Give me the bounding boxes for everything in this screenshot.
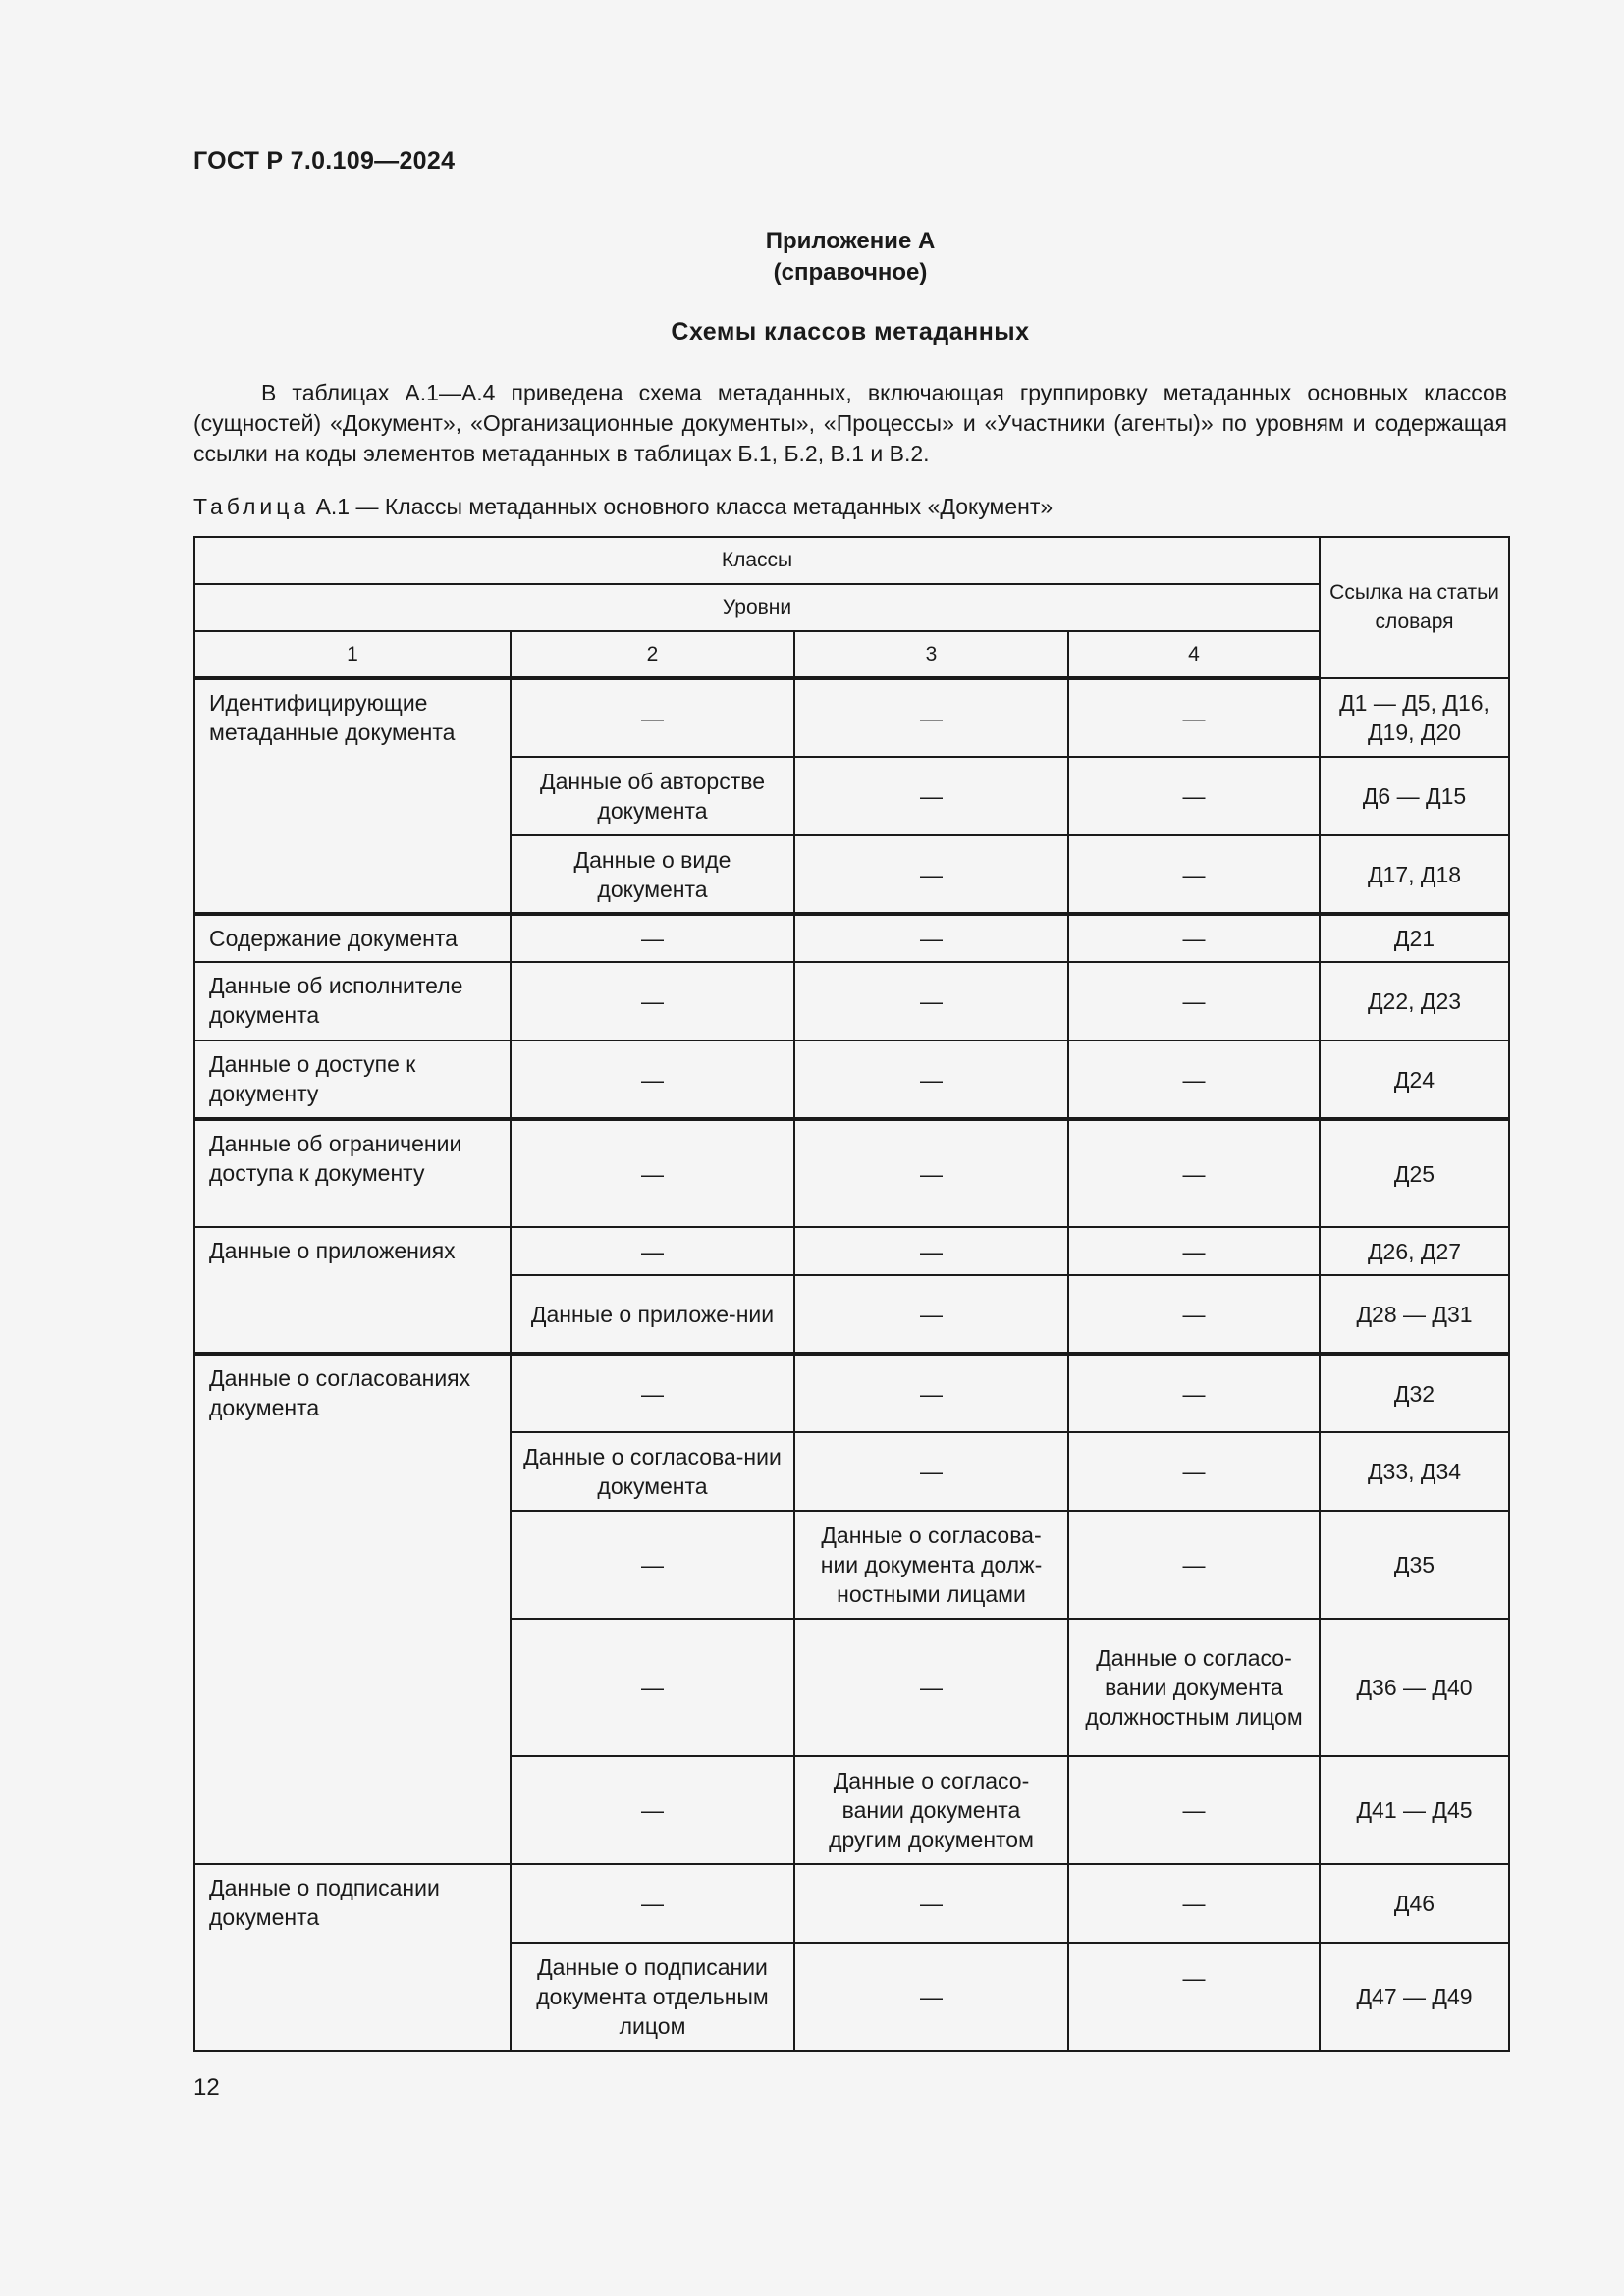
level4-cell: — — [1068, 1756, 1320, 1864]
level3-cell: — — [794, 962, 1068, 1041]
section-title: Схемы классов метаданных — [671, 318, 1030, 346]
level2-cell: Данные о подписании документа отдельным лицом — [511, 1943, 794, 2051]
class-cell: Данные о доступе к документу — [194, 1041, 511, 1119]
class-cell: Данные об ограничении доступа к документу — [194, 1119, 511, 1227]
level3-cell: — — [794, 1227, 1068, 1275]
level4-cell: — — [1068, 1943, 1320, 2051]
level2-cell: — — [511, 1119, 794, 1227]
level2-cell: — — [511, 1511, 794, 1619]
ref-cell: Д47 — Д49 — [1320, 1943, 1509, 2051]
level3-cell: Данные о согласова-нии документа долж-ностными лицами — [794, 1511, 1068, 1619]
level3-cell: — — [794, 1275, 1068, 1354]
table-caption — [193, 494, 1053, 520]
ref-cell: Д46 — [1320, 1864, 1509, 1943]
table-body — [194, 678, 1509, 2051]
class-cell: Содержание документа — [194, 914, 511, 962]
class-cell: Данные об исполнителе документа — [194, 962, 511, 1041]
metadata-classes-table — [193, 536, 1510, 2052]
ref-cell: Д26, Д27 — [1320, 1227, 1509, 1275]
level3-cell: — — [794, 1619, 1068, 1756]
level4-cell: — — [1068, 1275, 1320, 1354]
level2-cell: — — [511, 914, 794, 962]
intro-text: В таблицах А.1—А.4 приведена схема метаданных, включающая группировку метаданных основных классов (сущностей) «Документ», «Организационные документы», «Процессы» и «Участники (агенты)» по уровням и содержащая ссылки на коды элементов метаданных в таблицах Б.1, Б.2, В.1 и В.2. — [193, 380, 1507, 466]
header-col-2: 2 — [511, 631, 794, 678]
class-cell: Данные о подписании документа — [194, 1864, 511, 2051]
ref-cell: Д41 — Д45 — [1320, 1756, 1509, 1864]
ref-cell: Д1 — Д5, Д16, Д19, Д20 — [1320, 678, 1509, 757]
level4-cell: — — [1068, 1119, 1320, 1227]
ref-cell: Д28 — Д31 — [1320, 1275, 1509, 1354]
class-cell: Данные о приложениях — [194, 1227, 511, 1354]
level2-cell: Данные об авторстве документа — [511, 757, 794, 835]
header-col-1: 1 — [194, 631, 511, 678]
ref-cell: Д35 — [1320, 1511, 1509, 1619]
intro-paragraph — [193, 378, 1507, 469]
table-caption-label: Таблица — [193, 494, 310, 519]
ref-cell: Д6 — Д15 — [1320, 757, 1509, 835]
level2-cell: — — [511, 1227, 794, 1275]
level2-cell: — — [511, 962, 794, 1041]
level4-cell: — — [1068, 1864, 1320, 1943]
level3-cell: Данные о согласо-вании документа другим документом — [794, 1756, 1068, 1864]
level3-cell: — — [794, 678, 1068, 757]
table-caption-text: А.1 — Классы метаданных основного класса метаданных «Документ» — [315, 494, 1054, 519]
level4-cell: — — [1068, 678, 1320, 757]
level4-cell: — — [1068, 1511, 1320, 1619]
level4-cell: — — [1068, 1432, 1320, 1511]
page-number: 12 — [193, 2074, 220, 2101]
level4-cell: — — [1068, 914, 1320, 962]
level3-cell: — — [794, 914, 1068, 962]
header-ref: Ссылка на статьи словаря — [1320, 537, 1509, 678]
level2-cell: — — [511, 1041, 794, 1119]
standard-code: ГОСТ Р 7.0.109—2024 — [193, 147, 456, 175]
ref-cell: Д24 — [1320, 1041, 1509, 1119]
level4-cell: — — [1068, 835, 1320, 914]
ref-cell: Д32 — [1320, 1354, 1509, 1432]
header-col-3: 3 — [794, 631, 1068, 678]
level3-cell: — — [794, 1864, 1068, 1943]
appendix-title: Приложение А — [765, 228, 936, 254]
ref-cell: Д21 — [1320, 914, 1509, 962]
level3-cell: — — [794, 1354, 1068, 1432]
level4-cell: Данные о согласо-вании документа должностным лицом — [1068, 1619, 1320, 1756]
level4-cell: — — [1068, 962, 1320, 1041]
ref-cell: Д17, Д18 — [1320, 835, 1509, 914]
ref-cell: Д36 — Д40 — [1320, 1619, 1509, 1756]
level3-cell: — — [794, 1432, 1068, 1511]
level4-cell: — — [1068, 1354, 1320, 1432]
level3-cell: — — [794, 1943, 1068, 2051]
ref-cell: Д33, Д34 — [1320, 1432, 1509, 1511]
level2-cell: Данные о согласова-нии документа — [511, 1432, 794, 1511]
level2-cell: — — [511, 1354, 794, 1432]
class-cell: Данные о согласованиях документа — [194, 1354, 511, 1864]
appendix-heading — [0, 226, 1624, 289]
level4-cell: — — [1068, 757, 1320, 835]
header-col-4: 4 — [1068, 631, 1320, 678]
level2-cell: — — [511, 1619, 794, 1756]
level2-cell: — — [511, 678, 794, 757]
level4-cell: — — [1068, 1041, 1320, 1119]
class-cell: Идентифицирующие метаданные документа — [194, 678, 511, 914]
header-levels: Уровни — [194, 584, 1320, 631]
ref-cell: Д25 — [1320, 1119, 1509, 1227]
level3-cell: — — [794, 835, 1068, 914]
level2-cell: — — [511, 1756, 794, 1864]
level2-cell: Данные о виде документа — [511, 835, 794, 914]
level3-cell: — — [794, 1119, 1068, 1227]
level2-cell: — — [511, 1864, 794, 1943]
header-classes: Классы — [194, 537, 1320, 584]
level3-cell: — — [794, 757, 1068, 835]
level2-cell: Данные о приложе-нии — [511, 1275, 794, 1354]
appendix-subtitle: (справочное) — [773, 259, 928, 286]
ref-cell: Д22, Д23 — [1320, 962, 1509, 1041]
level3-cell: — — [794, 1041, 1068, 1119]
level4-cell: — — [1068, 1227, 1320, 1275]
